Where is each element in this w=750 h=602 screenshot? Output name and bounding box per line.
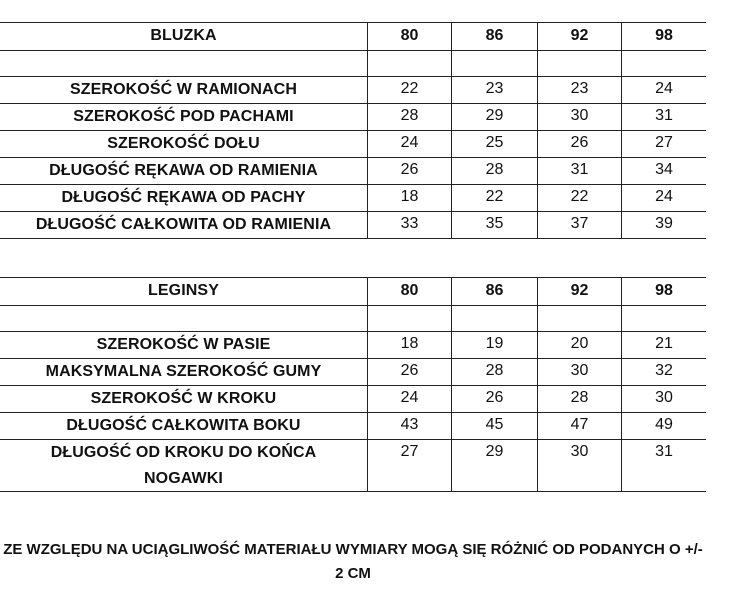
measurement-value: 32 <box>655 362 673 379</box>
measurement-label: DŁUGOŚĆ RĘKAWA OD RAMIENIA <box>0 158 368 184</box>
measurement-value: 24 <box>655 188 673 205</box>
measurement-label: DŁUGOŚĆ RĘKAWA OD PACHY <box>0 185 368 211</box>
bluzka-title: BLUZKA <box>0 23 368 50</box>
measurement-value: 43 <box>368 413 452 439</box>
measurement-value: 30 <box>538 104 622 130</box>
leginsy-header-row <box>0 278 706 306</box>
measurement-label: SZEROKOŚĆ POD PACHAMI <box>0 104 368 130</box>
table-row <box>0 413 706 440</box>
measurement-value: 26 <box>538 131 622 157</box>
measurement-value: 30 <box>655 389 673 406</box>
bluzka-header-row <box>0 23 706 51</box>
leginsy-title: LEGINSY <box>0 278 368 305</box>
table-row <box>0 185 706 212</box>
measurement-value: 18 <box>368 332 452 358</box>
leginsy-spacer-row <box>0 306 706 332</box>
measurement-label: SZEROKOŚĆ W RAMIONACH <box>0 77 368 103</box>
measurement-value: 23 <box>538 77 622 103</box>
measurement-value: 19 <box>452 332 538 358</box>
measurement-value: 47 <box>538 413 622 439</box>
measurement-label: MAKSYMALNA SZEROKOŚĆ GUMY <box>0 359 368 385</box>
table-row <box>0 158 706 185</box>
measurement-value: 49 <box>655 416 673 433</box>
material-stretch-note: ZE WZGLĘDU NA UCIĄGLIWOŚĆ MATERIAŁU WYMIARY MOGĄ SIĘ RÓŻNIĆ OD PODANYCH O +/- 2 CM <box>3 541 703 582</box>
size-98-header: 98 <box>655 282 673 300</box>
table-row <box>0 332 706 359</box>
measurement-value: 26 <box>368 359 452 385</box>
leginsy-size-table <box>0 277 706 492</box>
measurement-label: DŁUGOŚĆ OD KROKU DO KOŃCA NOGAWKI <box>0 440 368 492</box>
measurement-value: 21 <box>655 335 673 352</box>
measurement-value: 30 <box>538 359 622 385</box>
measurement-value: 24 <box>368 386 452 412</box>
table-row <box>0 131 706 158</box>
table-row <box>0 212 706 239</box>
measurement-value: 18 <box>368 185 452 211</box>
measurement-value: 37 <box>538 212 622 238</box>
measurement-value: 34 <box>655 161 673 178</box>
measurement-value: 20 <box>538 332 622 358</box>
size-80-header: 80 <box>368 278 452 305</box>
measurement-value: 28 <box>452 359 538 385</box>
table-row <box>0 104 706 131</box>
measurement-label: SZEROKOŚĆ DOŁU <box>0 131 368 157</box>
measurement-value: 30 <box>538 440 622 492</box>
measurement-label: SZEROKOŚĆ W KROKU <box>0 386 368 412</box>
measurement-value: 22 <box>452 185 538 211</box>
measurement-value: 26 <box>452 386 538 412</box>
measurement-value: 27 <box>655 134 673 151</box>
size-80-header: 80 <box>368 23 452 50</box>
measurement-value: 29 <box>452 104 538 130</box>
measurement-value: 26 <box>368 158 452 184</box>
measurement-value: 29 <box>452 440 538 492</box>
measurement-value: 28 <box>538 386 622 412</box>
measurement-value: 45 <box>452 413 538 439</box>
measurement-value: 24 <box>655 80 673 97</box>
size-98-header: 98 <box>655 27 673 45</box>
bluzka-size-table <box>0 22 706 239</box>
measurement-value: 25 <box>452 131 538 157</box>
size-92-header: 92 <box>538 23 622 50</box>
size-92-header: 92 <box>538 278 622 305</box>
measurement-value: 35 <box>452 212 538 238</box>
measurement-value: 31 <box>538 158 622 184</box>
table-row <box>0 359 706 386</box>
table-row <box>0 77 706 104</box>
measurement-value: 27 <box>368 440 452 492</box>
measurement-label: DŁUGOŚĆ CAŁKOWITA OD RAMIENIA <box>0 212 368 238</box>
measurement-value: 22 <box>538 185 622 211</box>
measurement-value: 39 <box>655 215 673 232</box>
measurement-value: 23 <box>452 77 538 103</box>
size-86-header: 86 <box>452 278 538 305</box>
measurement-value: 31 <box>655 107 673 124</box>
table-row <box>0 440 706 492</box>
measurement-label: SZEROKOŚĆ W PASIE <box>0 332 368 358</box>
measurement-label: DŁUGOŚĆ CAŁKOWITA BOKU <box>0 413 368 439</box>
measurement-value: 33 <box>368 212 452 238</box>
size-86-header: 86 <box>452 23 538 50</box>
bluzka-spacer-row <box>0 51 706 77</box>
measurement-value: 31 <box>655 443 673 460</box>
measurement-value: 24 <box>368 131 452 157</box>
table-row <box>0 386 706 413</box>
measurement-value: 28 <box>452 158 538 184</box>
measurement-value: 22 <box>368 77 452 103</box>
measurement-value: 28 <box>368 104 452 130</box>
